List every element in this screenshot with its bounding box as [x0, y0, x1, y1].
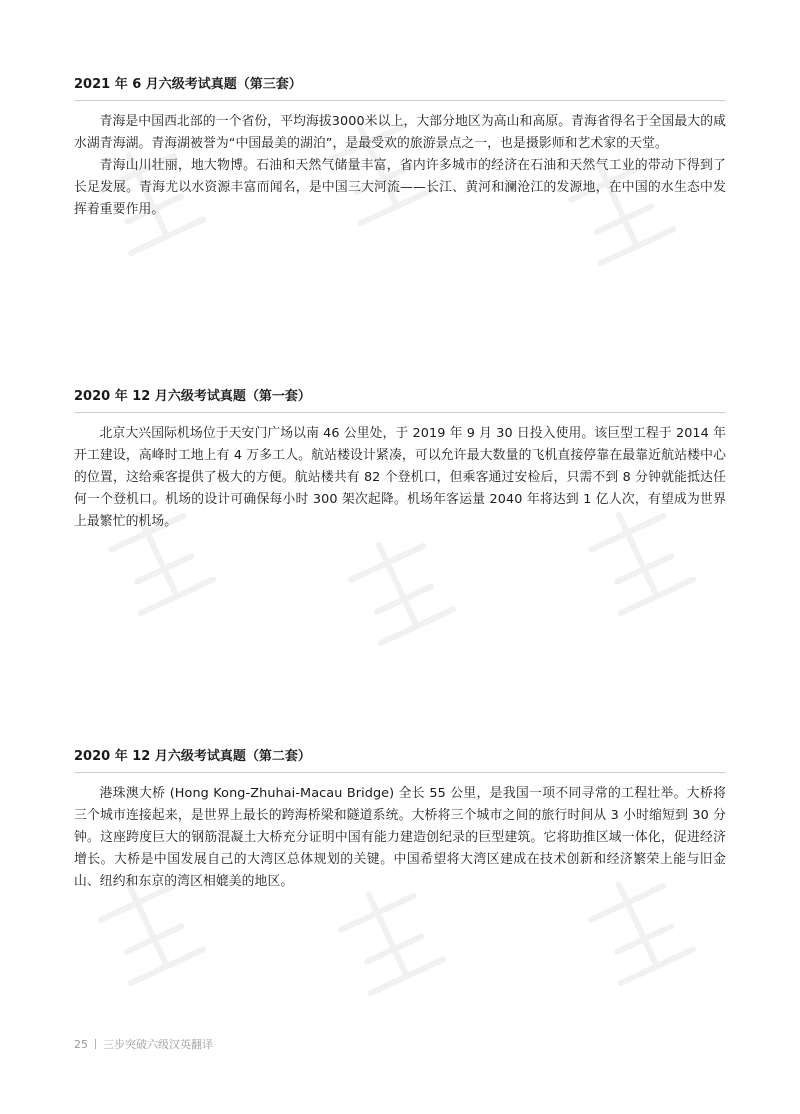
watermark-glyph: [343, 528, 454, 643]
section-paragraph: 港珠澳大桥 (Hong Kong-Zhuhai-Macau Bridge) 全长 55 公里，是我国一项不同寻常的工程壮举。大桥将三个城市连接起来，是世界上最长的跨海桥梁和隧道系统。大桥将三个城市之间的旅行时间从 3 小时缩短到 30 分钟。这座跨度巨大的钢筋混凝土大桥充分证明中国有能力建造创纪录的巨型建筑。它将助推区域一体化，促进经济增长。大桥是中国发展自己的大湾区总体规划的关键。中国希望将大湾区建成在技术创新和经济繁荣上能与旧金山、纽约和东京的湾区相媲美的地区。: [74, 786, 726, 889]
exam-section-2020-12-set2: [74, 748, 726, 893]
book-title: 三步突破六级汉英翻译: [103, 1038, 213, 1051]
exam-section-2021-06-set3: [74, 76, 726, 221]
section-paragraph: 青海是中国西北部的一个省份，平均海拔3000米以上，大部分地区为高山和高原。青海省得名于全国最大的咸水湖青海湖。青海湖被誉为“中国最美的湖泊”，是最受欢的旅游景点之一，也是摄影师和艺术家的天堂。: [74, 114, 726, 151]
exam-section-2020-12-set1: [74, 388, 726, 533]
footer-separator: [95, 1039, 96, 1049]
section-title: 2020 年 12 月六级考试真题（第一套）: [74, 388, 726, 413]
page-number: 25: [74, 1038, 88, 1051]
section-paragraph: 青海山川壮丽，地大物博。石油和天然气储量丰富，省内许多城市的经济在石油和天然气工业的带动下得到了长足发展。青海尤以水资源丰富而闻名，是中国三大河流——长江、黄河和澜沧江的发源地，在中国的水生态中发挥着重要作用。: [74, 158, 726, 217]
page-footer: [74, 1036, 213, 1052]
watermark-glyph: [333, 878, 444, 993]
section-title: 2020 年 12 月六级考试真题（第二套）: [74, 748, 726, 773]
section-title: 2021 年 6 月六级考试真题（第三套）: [74, 76, 726, 101]
section-paragraph: 北京大兴国际机场位于天安门广场以南 46 公里处，于 2019 年 9 月 30 日投入使用。该巨型工程于 2014 年开工建设，高峰时工地上有 4 万多工人。航站楼设计紧凑，可以允许最大数量的飞机直接停靠在最靠近航站楼中心的位置，这给乘客提供了极大的方便。航站楼共有 82 个登机口，但乘客通过安检后，只需不到 8 分钟就能抵达任何一个登机口。机场的设计可确保每小时 300 架次起降。机场年客运量 2040 年将达到 1 亿人次，有望成为世界上最繁忙的机场。: [74, 426, 726, 529]
